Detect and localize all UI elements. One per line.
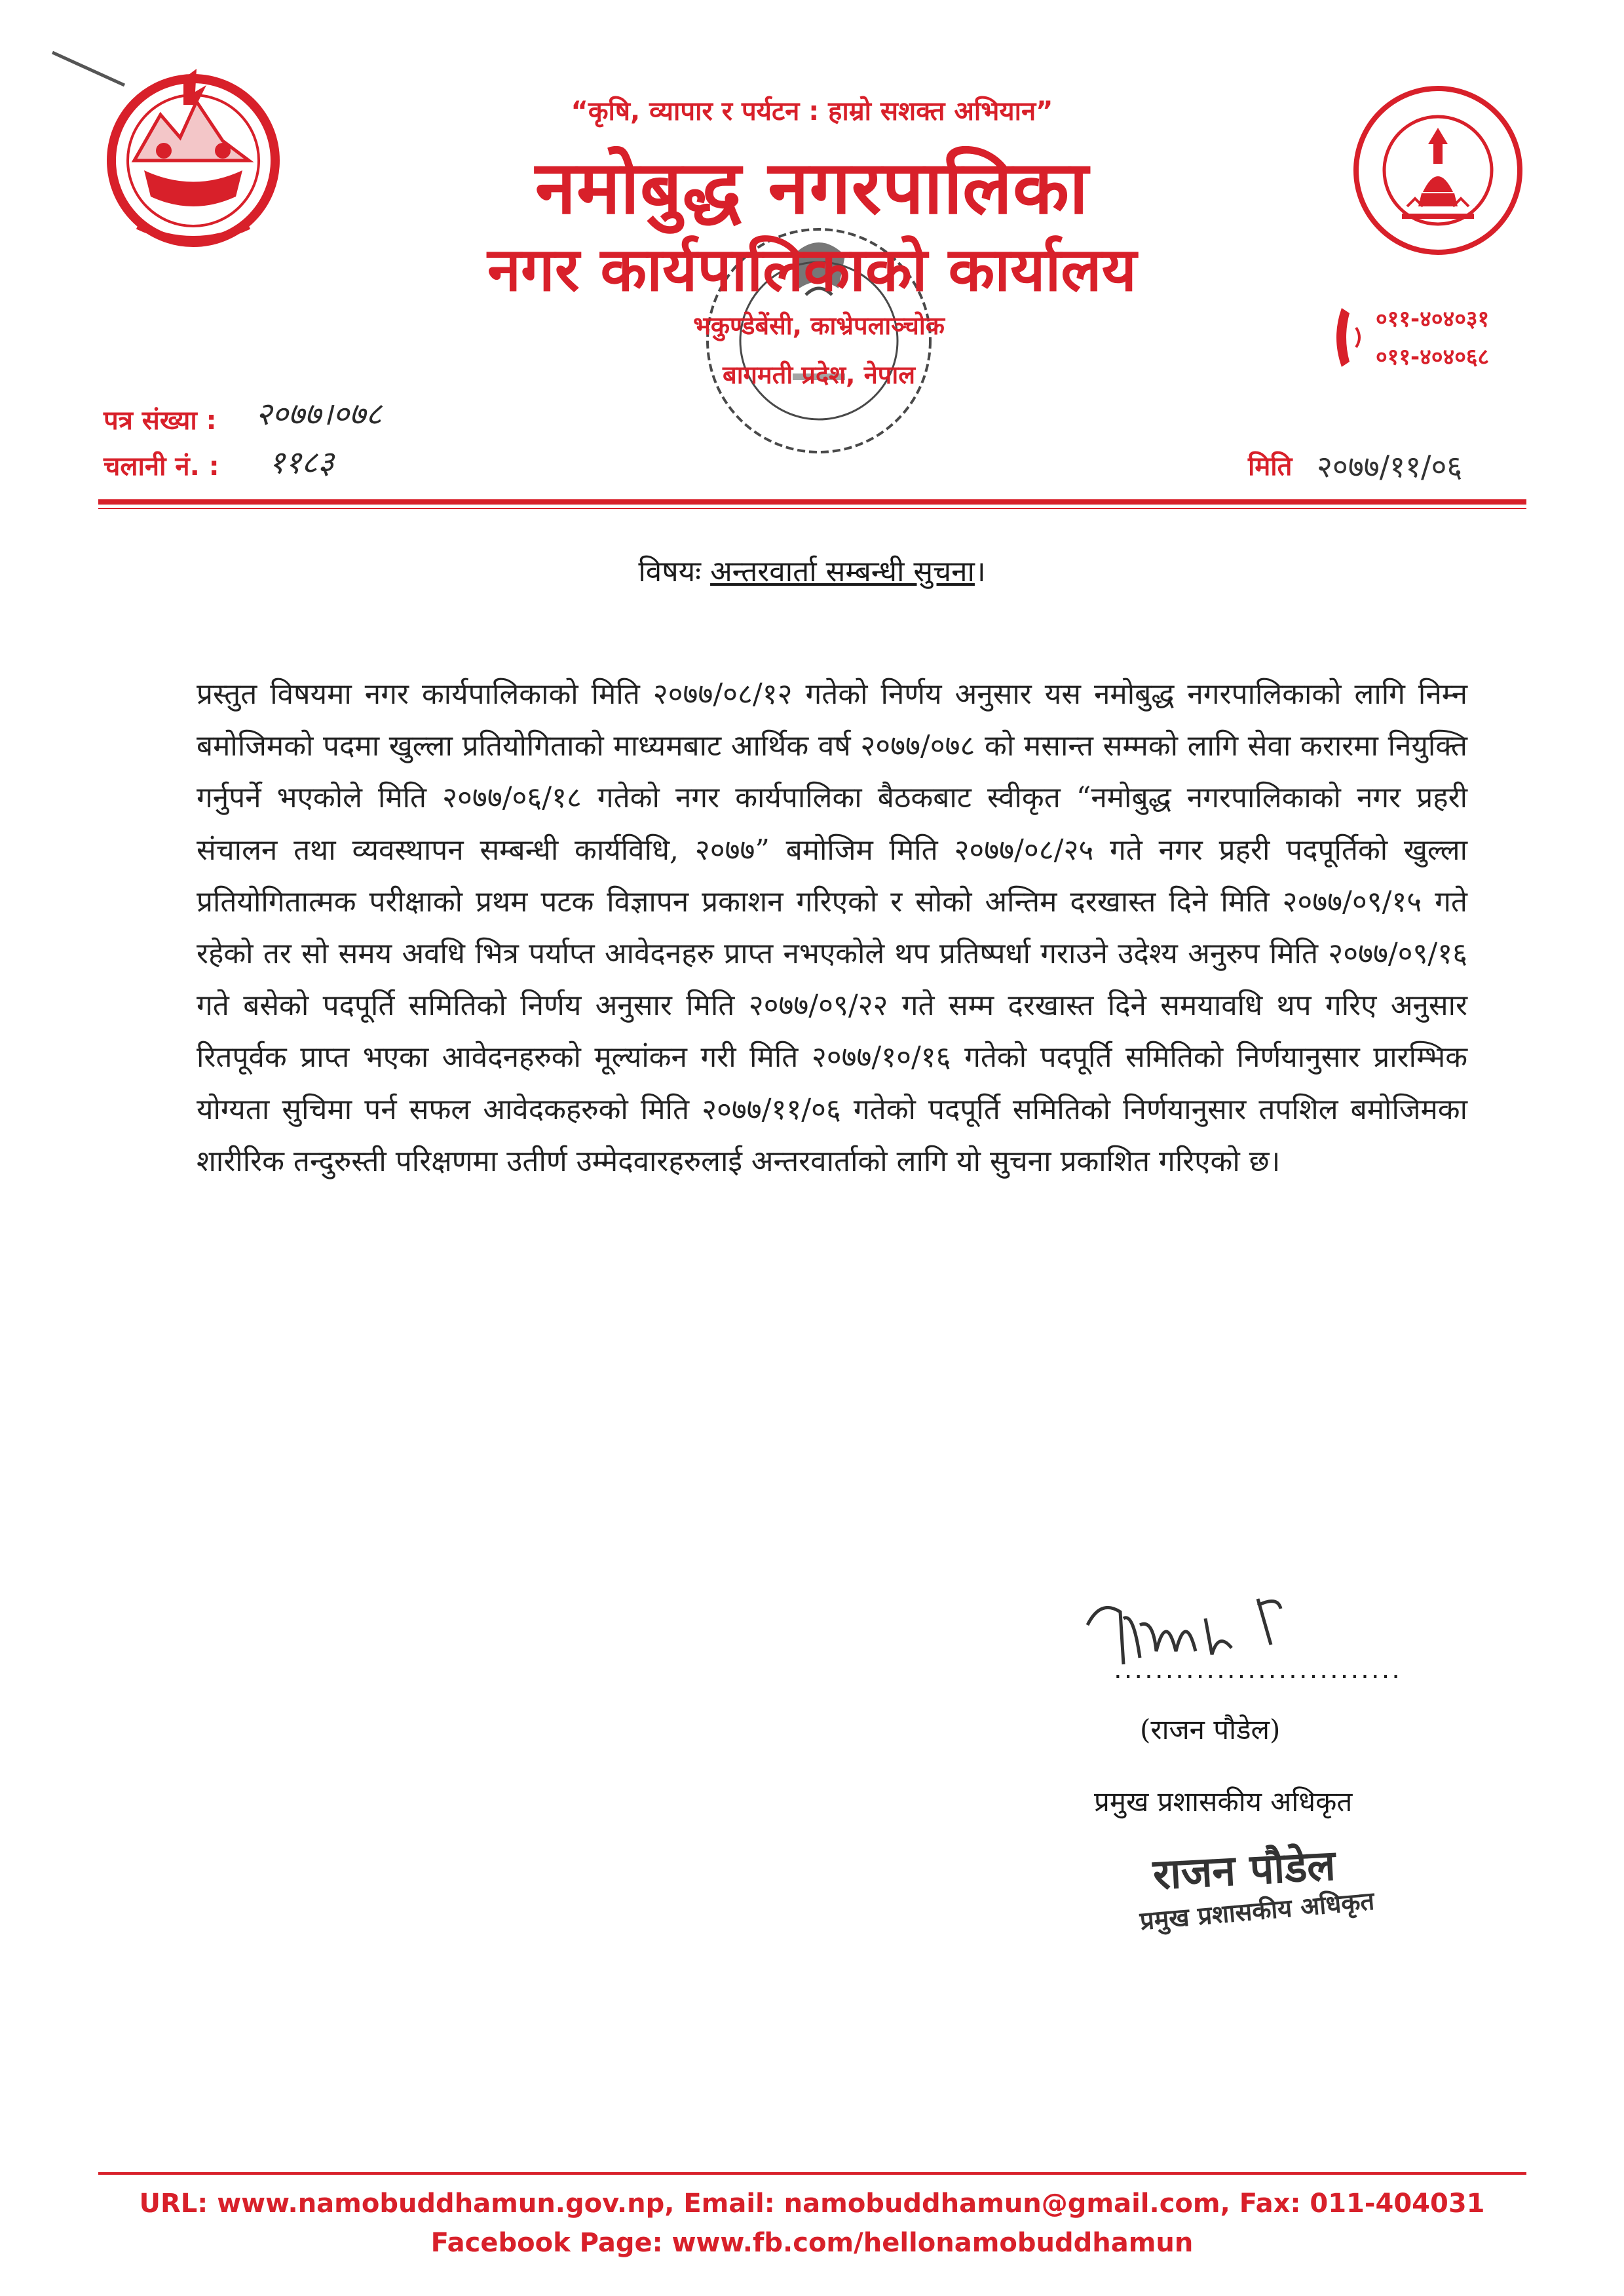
phone-number-1: ०११-४०४०३१ xyxy=(1376,306,1490,332)
slogan: “कृषि, व्यापार र पर्यटन : हाम्रो सशक्त अभियान” xyxy=(571,96,1053,126)
phone-number-2: ०११-४०४०६८ xyxy=(1376,344,1490,370)
title-stamp: प्रमुख प्रशासकीय अधिकृत xyxy=(1139,1886,1376,1936)
office-name: नगर कार्यपालिकाको कार्यालय xyxy=(487,235,1137,305)
dispatch-number-label: चलानी नं. : xyxy=(104,451,219,482)
footer-divider xyxy=(98,2172,1526,2175)
notice-body: प्रस्तुत विषयमा नगर कार्यपालिकाको मिति २०७७/०८/१२ गतेको निर्णय अनुसार यस नमोबुद्ध नगरपालिकाको लागि निम्न बमोजिमको पदमा खुल्ला प्रतियोगिताको माध्यमबाट आर्थिक वर्ष २०७७/०७८ को मसान्त सम्मको लागि सेवा करारमा नियुक्ति गर्नुपर्ने भएकोले मिति २०७७/०६/१८ गतेको नगर कार्यपालिका बैठकबाट स्वीकृत “नमोबुद्ध नगरपालिकाको नगर प्रहरी संचालन तथा व्यवस्थापन सम्बन्धी कार्यविधि, २०७७” बमोजिम मिति २०७७/०८/२५ गते नगर प्रहरी पदपूर्तिको खुल्ला प्रतियोगितात्मक परीक्षाको प्रथम पटक विज्ञापन प्रकाशन गरिएको र सोको अन्तिम दरखास्त दिने मिति २०७७/०९/१५ गते रहेको तर सो समय अवधि भित्र पर्याप्त आवेदनहरु प्राप्त नभएकोले थप प्रतिष्पर्धा गराउने उदेश्य अनुरुप मिति २०७७/०९/१६ गते बसेको पदपूर्ति समितिको निर्णय अनुसार मिति २०७७/०९/२२ गते सम्म दरखास्त दिने समयावधि थप गरिए अनुसार रितपूर्वक प्राप्त भएका आवेदनहरुको मूल्यांकन गरी मिति २०७७/१०/१६ गतेको पदपूर्ति समितिको निर्णयानुसार प्रारम्भिक योग्यता सुचिमा पर्न सफल आवेदकहरुको मिति २०७७/११/०६ गतेको पदपूर्ति समितिको निर्णयानुसार तपशिल बमोजिमका शारीरिक तन्दुरुस्ती परिक्षणमा उतीर्ण उम्मेदवारहरुलाई अन्तरवार्ताको लागि यो सुचना प्रकाशित गरिएको छ। xyxy=(197,678,1467,1178)
signature-line: ............................ xyxy=(1114,1655,1403,1685)
signatory-title: प्रमुख प्रशासकीय अधिकृत xyxy=(1094,1786,1353,1818)
subject-line xyxy=(0,550,1624,590)
dispatch-number-value: ११८३ xyxy=(269,444,334,481)
footer-contact: URL: www.namobuddhamun.gov.np, Email: namobuddhamun@gmail.com, Fax: 011-404031 xyxy=(139,2189,1485,2219)
address-line-2: बागमती प्रदेश, नेपाल xyxy=(723,360,915,389)
address-line-1: भकुण्डेबेंसी, काभ्रेपलाञ्चोक xyxy=(693,311,945,340)
letter-number-value: २०७७।०७८ xyxy=(255,396,382,432)
header-divider-thin xyxy=(98,508,1526,509)
letter-number-label: पत्र संख्या : xyxy=(104,406,217,436)
signatory-name: (राजन पौडेल) xyxy=(1140,1713,1281,1746)
subject-label: विषयः xyxy=(638,555,702,588)
header-divider xyxy=(98,499,1526,505)
phone-icon xyxy=(1330,301,1369,373)
date-value: २०७७/११/०६ xyxy=(1317,449,1463,484)
name-stamp: राजन पौडेल xyxy=(1152,1841,1337,1900)
subject-text: अन्तरवार्ता सम्बन्धी सुचना xyxy=(710,555,975,588)
municipality-name: नमोबुद्ध नगरपालिका xyxy=(535,145,1089,231)
subject-end: । xyxy=(974,555,986,588)
footer-facebook: Facebook Page: www.fb.com/hellonamobuddhamun xyxy=(430,2228,1194,2258)
date-label: मिति xyxy=(1248,451,1293,482)
